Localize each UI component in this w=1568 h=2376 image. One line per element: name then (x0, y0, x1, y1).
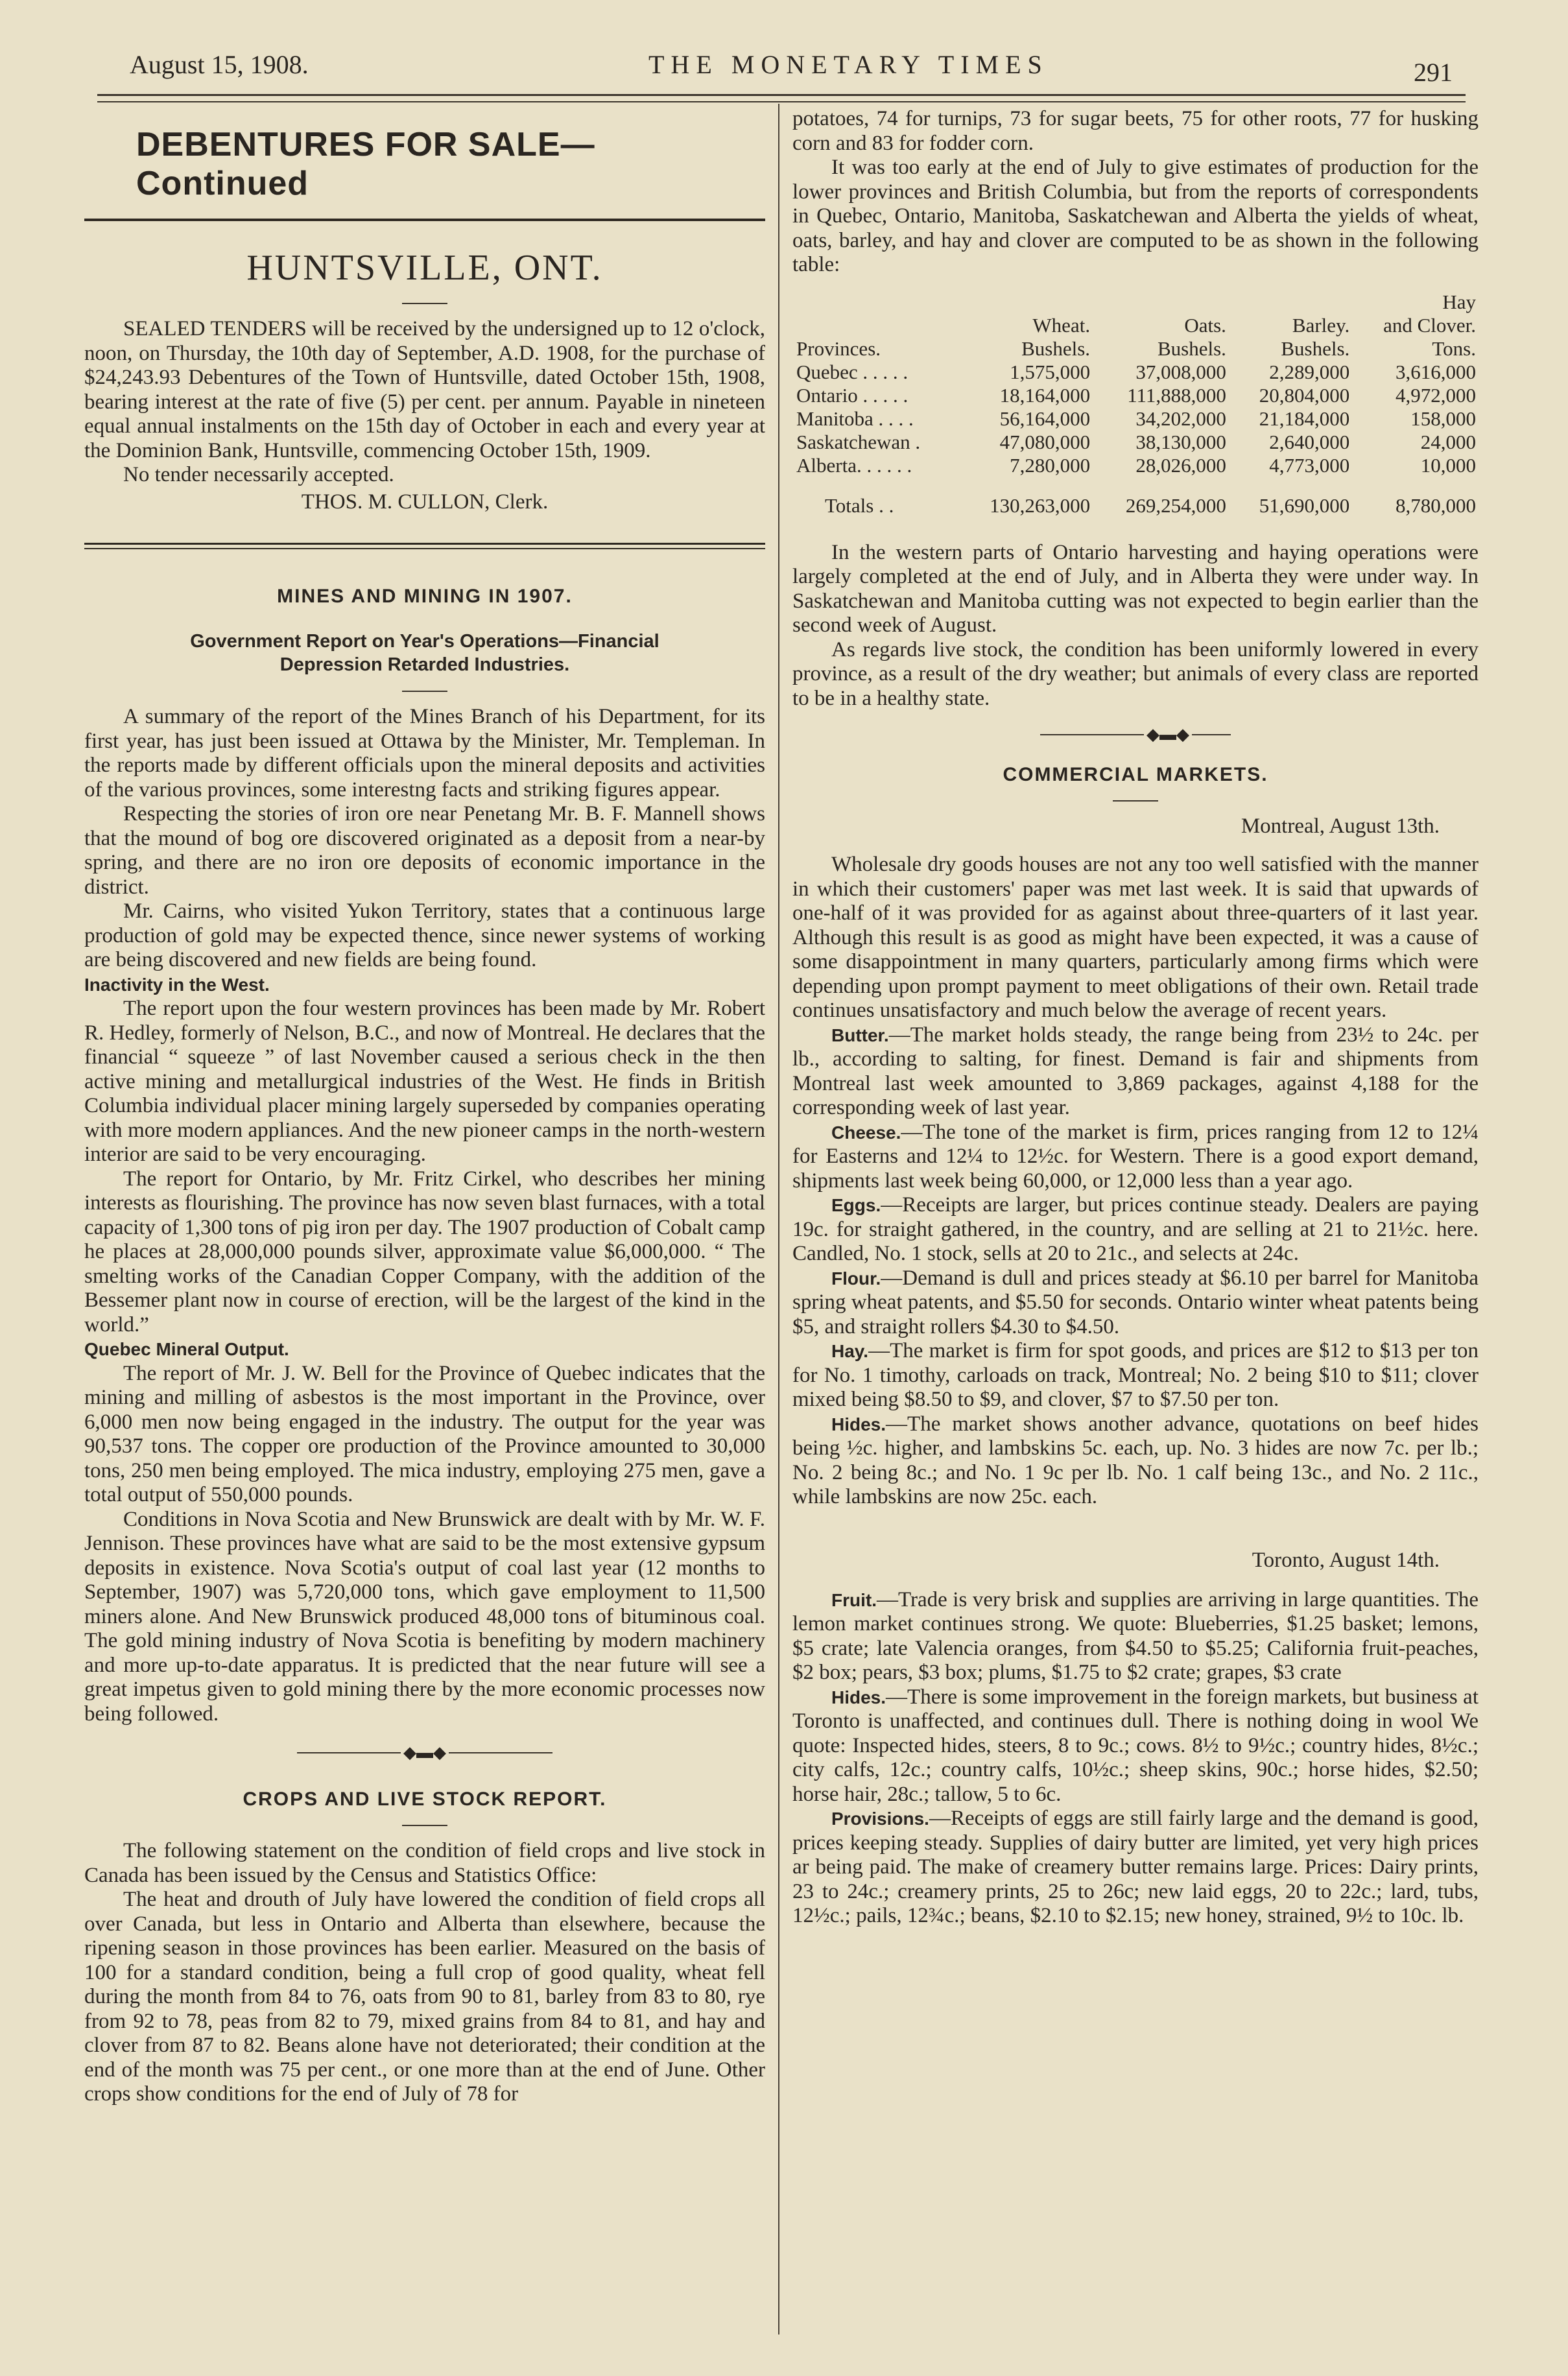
debentures-notice (84, 317, 765, 514)
market-item (792, 1023, 1479, 1121)
short-rule (402, 1825, 447, 1826)
short-rule (402, 691, 447, 692)
ornament-divider: ◆▬◆ (84, 1743, 765, 1763)
section-rule (84, 219, 765, 221)
market-item-head: Butter. (831, 1025, 889, 1045)
mines-subtitle-line: Government Report on Year's Operations—Financial (190, 631, 659, 652)
publication-title: THE MONETARY TIMES (648, 50, 1049, 79)
market-item-text: —Demand is dull and prices steady at $6.10 per barrel for Manitoba spring wheat patents, and $5.50 for seconds. Ontario winter wheat patents being $5, and straight rollers $4.30 to $4.50. (792, 1266, 1479, 1338)
article-paragraph: Wholesale dry goods houses are not any too well satisfied with the manner in which their customers' paper was met last week. It is said that upwards of one-half of it was provided for as against about three-quarters of it last year. Although this result is as good as might have been expected, it was a cause of some disappointment in many quarters, particularly among firms which were depending upon prompt payment to meet obligations of their own. Retail trade continues unsatisfactory and much below the average of recent years. (792, 853, 1479, 1022)
article-paragraph: The report for Ontario, by Mr. Fritz Cirkel, who describes her mining interests as flourishing. The province has now seven blast furnaces, with a total capacity of 1,300 tons of pig iron per day. The 1907 production of Cobalt camp he places at 28,000,000 pounds silver, approximate value $6,000,000. “ The smelting works of the Canadian Copper Company, with the addition of the Bessemer plant now in course of erection, will be the largest of the kind in the world.” (84, 1167, 765, 1336)
table-header-cell: Bushels. (1021, 337, 1091, 360)
market-item (792, 1588, 1479, 1685)
crops-article-right (792, 107, 1479, 278)
table-header-cell: Wheat. (1032, 313, 1091, 337)
header-rule-thin (97, 101, 1466, 102)
article-paragraph: The following statement on the condition of field crops and live stock in Canada has been issued by the Census and Statistics Office: (84, 1839, 765, 1887)
right-column (792, 107, 1479, 1929)
market-item-head: Cheese. (831, 1122, 901, 1143)
table-header-cell: Provinces. (796, 337, 881, 360)
toronto-report (792, 1588, 1479, 1929)
table-row: Quebec . . . . . 1,575,000 37,008,000 2,289,000 3,616,000 (796, 360, 1476, 383)
table-header-row (792, 337, 1480, 361)
market-item-head: Provisions. (831, 1809, 929, 1829)
table-header-cell: Barley. (1292, 313, 1350, 337)
article-paragraph: Conditions in Nova Scotia and New Brunswick are dealt with by Mr. W. F. Jennison. These provinces have what are said to be the most extensive gypsum deposits in existence. Nova Scotia's output of coal last year (12 months to September, 1907) was 5,720,000 tons, which gave employment to 11,500 miners alone. And New Brunswick produced 48,000 tons of bituminous coal. The gold mining industry of Nova Scotia is benefiting by modern machinery and more up-to-date apparatus. It is predicted that the near future will see a great impetus given to gold mining there by the more economic processes now being followed. (84, 1507, 765, 1726)
table-header-cell: Tons. (1432, 337, 1476, 360)
column-divider (778, 104, 779, 2334)
short-rule (1113, 800, 1158, 802)
page-number: 291 (1414, 58, 1453, 87)
market-item-text: —Trade is very brisk and supplies are arriving in large quantities. The lemon market continues strong. We quote: Blueberries, $1.25 basket; lemons, $5 crate; late Valencia oranges, from $4.50 to $5.25; California fruit-peaches, $2 box; pears, $3 box; plums, $1.75 to $2 crate; grapes, $3 crate (792, 1587, 1479, 1684)
market-item-head: Flour. (831, 1268, 881, 1289)
page-header (91, 45, 1466, 97)
article-paragraph: Mr. Cairns, who visited Yukon Territory, states that a continuous large production of gold may be expected thence, since newer systems of working are being discovered and new fields are being found. (84, 899, 765, 971)
mines-title: MINES AND MINING IN 1907. (277, 586, 573, 607)
article-paragraph: The heat and drouth of July have lowered the condition of field crops all over Canada, but less in Ontario and Alberta than elsewhere, because the ripening season in those provinces has been earlier. Measured on the basis of 100 for a standard condition, being a full crop of good quality, wheat fell during the month from 84 to 76, oats from 90 to 81, barley from 83 to 80, rye from 92 to 78, peas from 82 to 79, mixed grains from 84 to 81, and hay and clover from 87 to 82. Beans alone have not deteriorated; their condition at the end of the month was 75 per cent., or one more than at the end of June. Other crops show conditions for the end of July of 78 for (84, 1888, 765, 2106)
market-item-text: —The market is firm for spot goods, and prices are $12 to $13 per ton for No. 1 timothy, carloads on track, Montreal; No. 2 being $10 to $11; clover mixed being $8.50 to $9, and clover, $7 to $7.50 per ton. (792, 1339, 1479, 1411)
header-rule (97, 94, 1466, 96)
clerk-signature: THOS. M. CULLON, Clerk. (301, 490, 549, 514)
mines-article (84, 705, 765, 1726)
market-item-text: —Receipts of eggs are still fairly large and the demand is good, prices keeping steady. Supplies of dairy butter are limited, yet very high prices ar being paid. The make of creamery butter remains large. Prices: Dairy prints, 23 to 24c.; creamery prints, 25 to 26c; new laid eggs, 20 to 22c.; lard, tubs, 12½c.; pails, 12¾c.; beans, $2.10 to $2.15; new honey, strained, 9½ to 10c. lb. (792, 1807, 1479, 1927)
article-paragraph: The report upon the four western provinces has been made by Mr. Robert R. Hedley, formerly of Nelson, B.C., and now of Montreal. He declares that the financial “ squeeze ” of last November caused a serious check in the then active mining and metallurgical industries of the West. He finds in British Columbia individual placer mining largely superseded by companies operating with more modern appliances. And the new pioneer camps in the north-western interior are said to be very encouraging. (84, 997, 765, 1166)
double-rule (84, 543, 765, 549)
issue-date: August 15, 1908. (130, 50, 309, 79)
market-item-text: —There is some improvement in the foreign markets, but business at Toronto is unaffected, and continues dull. There is nothing doing in wool We quote: Inspected hides, steers, 8 to 9c.; cows. 8½ to 9½c.; country hides, 8½c.; city calfs, 12c.; country calfs, 10½c.; sheep skins, 90c.; horse hides, $2.50; horse hair, 28c.; tallow, 5 to 6c. (792, 1685, 1479, 1806)
article-paragraph: potatoes, 74 for turnips, 73 for sugar beets, 75 for other roots, 77 for husking corn and 83 for fodder corn. (792, 107, 1479, 155)
market-item-text: —The tone of the market is firm, prices ranging from 12 to 12¼ for Easterns and 12¼ to 12½c. for Western. There is a good export demand, shipments last week being 60,000, or 12,000 less than a year ago. (792, 1120, 1479, 1193)
market-item-head: Hides. (831, 1687, 886, 1707)
toronto-dateline: Toronto, August 14th. (1252, 1548, 1440, 1572)
article-paragraph: It was too early at the end of July to give estimates of production for the lower provinces and British Columbia, but from the reports of correspondents in Quebec, Ontario, Manitoba, Saskatchewan and Alberta the yields of wheat, oats, barley, and hay and clover are computed to be as shown in the following table: (792, 156, 1479, 276)
table-header-cell: Bushels. (1281, 337, 1350, 360)
market-item (792, 1412, 1479, 1510)
article-paragraph: Respecting the stories of iron ore near Penetang Mr. B. F. Mannell shows that the mound of bog ore discovered originated as a deposit from a near-by spring, and there are no iron ore deposits of economic importance in the district. (84, 802, 765, 899)
quebec-subheading: Quebec Mineral Output. (84, 1339, 289, 1359)
ornament-divider: ◆▬◆ (792, 725, 1479, 744)
market-item-head: Hay. (831, 1341, 869, 1361)
table-row: Ontario . . . . . 18,164,000 111,888,000 20,804,000 4,972,000 (796, 383, 1476, 407)
table-row: Alberta. . . . . . 7,280,000 28,026,000 4,773,000 10,000 (796, 453, 1476, 477)
article-paragraph: A summary of the report of the Mines Branch of his Department, for its first year, has just been issued at Ottawa by the Minister, Mr. Templeman. In the reports made by different officials upon the mineral deposits and activities of the various provinces, some interestng facts and striking figures appear. (84, 705, 765, 802)
market-item (792, 1266, 1479, 1340)
markets-title: COMMERCIAL MARKETS. (1003, 764, 1268, 785)
market-item-text: —The market shows another advance, quotations on beef hides being ½c. higher, and lambskins 5c. each, up. No. 3 hides are now 7c. per lb.; No. 2 being 8c.; and No. 1 9c per lb. No. 1 calf being 13c., and No. 2 11c., while lambskins are now 25c. each. (792, 1412, 1479, 1508)
table-header-cell: Oats. (1184, 313, 1226, 337)
debentures-heading: DEBENTURES FOR SALE—Continued (136, 126, 595, 202)
table-totals-row: Totals . . 130,263,000 269,254,000 51,690,000 8,780,000 (825, 493, 1476, 517)
montreal-report (792, 853, 1479, 1510)
notice-paragraph: No tender necessarily accepted. (123, 463, 394, 486)
huntsville-title: HUNTSVILLE, ONT. (246, 248, 603, 288)
mines-subtitle-line: Depression Retarded Industries. (279, 654, 570, 675)
market-item (792, 1685, 1479, 1807)
market-item-text: —Receipts are larger, but prices continue steady. Dealers are paying 19c. for straight gathered, in the country, and are selling at 21 to 21½c. here. Candled, No. 1 stock, sells at 20 to 21c., and selects at 24c. (792, 1193, 1479, 1265)
table-header-cell: Hay (1442, 290, 1476, 313)
west-subheading: Inactivity in the West. (84, 974, 270, 995)
short-rule (402, 303, 447, 304)
crops-article-conclusion (792, 541, 1479, 711)
market-item (792, 1807, 1479, 1929)
crops-article-left (84, 1839, 765, 2107)
left-column (84, 107, 765, 2107)
market-item (792, 1121, 1479, 1194)
table-header-row (792, 291, 1480, 314)
article-paragraph: As regards live stock, the condition has been uniformly lowered in every province, as a result of the dry weather; but animals of every class are reported to be in a healthy state. (792, 637, 1479, 710)
table-header-row (792, 314, 1480, 337)
table-row: Saskatchewan . 47,080,000 38,130,000 2,640,000 24,000 (796, 430, 1476, 453)
article-paragraph: In the western parts of Ontario harvesting and haying operations were largely completed at the end of July, and in Alberta they were under way. In Saskatchewan and Manitoba cutting was not expected to begin earlier than the second week of August. (792, 540, 1479, 637)
article-paragraph: The report of Mr. J. W. Bell for the Province of Quebec indicates that the mining and milling of asbestos is the most important in the Province, over 6,000 men now being engaged in the industry. The output for the year was 90,537 tons. The copper ore production of the Province amounted to 30,000 tons, 250 men being employed. The mica industry, employing 275 men, gave a total output of 550,000 pounds. (84, 1361, 765, 1506)
mines-subtitle (84, 630, 765, 676)
market-item-head: Hides. (831, 1414, 886, 1434)
market-item-text: —The market holds steady, the range being from 23½ to 24c. per lb., according to salting, for finest. Demand is fair and shipments from Montreal last week amounted to 3,869 packages, against 4,188 for the corresponding week of last year. (792, 1023, 1479, 1119)
table-header-cell: Bushels. (1157, 337, 1226, 360)
market-item-head: Eggs. (831, 1195, 881, 1215)
market-item (792, 1193, 1479, 1266)
montreal-dateline: Montreal, August 13th. (1241, 814, 1440, 838)
crops-title: CROPS AND LIVE STOCK REPORT. (243, 1788, 607, 1810)
market-item (792, 1339, 1479, 1412)
market-item-head: Fruit. (831, 1589, 877, 1610)
crop-yield-table (792, 291, 1480, 517)
notice-paragraph: SEALED TENDERS will be received by the undersigned up to 12 o'clock, noon, on Thursday, the 10th day of September, A.D. 1908, for the purchase of $24,243.93 Debentures of the Town of Huntsville, dated October 15th, 1908, bearing interest at the rate of five (5) per cent. per annum. Payable in nineteen equal annual instalments on the 15th day of October in each and every year at the Dominion Bank, Huntsville, commencing October 15th, 1909. (84, 317, 765, 462)
table-header-cell: and Clover. (1383, 313, 1476, 337)
table-row: Manitoba . . . . 56,164,000 34,202,000 21,184,000 158,000 (796, 407, 1476, 430)
